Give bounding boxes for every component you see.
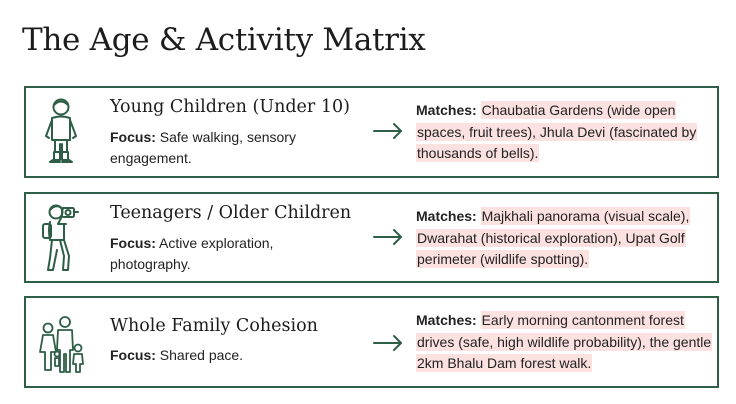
matches-label: Matches:: [416, 312, 477, 328]
focus-value: Active exploration, photography.: [110, 235, 274, 272]
focus-text: [110, 345, 350, 366]
focus-text: [110, 233, 350, 275]
focus-value: Safe walking, sensory engagement.: [110, 129, 296, 166]
focus-label: Focus:: [110, 235, 156, 251]
row-heading: Teenagers / Older Children: [110, 203, 352, 223]
row-heading: Whole Family Cohesion: [110, 316, 318, 336]
focus-text: [110, 127, 350, 169]
matrix-row-whole-family: [24, 296, 719, 388]
matches-label: Matches:: [416, 102, 477, 118]
child-icon: [38, 94, 84, 170]
family-icon: [38, 304, 84, 380]
teen-photographer-icon: [38, 200, 84, 276]
focus-label: Focus:: [110, 347, 156, 363]
matches-value: Early morning cantonment forest drives (safe, high wildlife probability), the gentle 2km Bhalu Dam forest walk.: [417, 312, 712, 371]
row-heading: Young Children (Under 10): [110, 97, 350, 117]
arrow-right-icon: [372, 334, 404, 352]
matches-text: [416, 206, 720, 271]
matches-value: Majkhali panorama (visual scale), Dwarahat (historical exploration), Upat Golf perimeter (wildlife spotting).: [417, 208, 690, 267]
matches-value: Chaubatia Gardens (wide open spaces, fruit trees), Jhula Devi (fascinated by thousands of bells).: [417, 102, 697, 161]
matrix-row-young-children: [24, 86, 719, 178]
matches-label: Matches:: [416, 208, 477, 224]
arrow-right-icon: [372, 122, 404, 140]
arrow-right-icon: [372, 228, 404, 246]
page-title: The Age & Activity Matrix: [22, 22, 426, 58]
matrix-row-teenagers: [24, 192, 719, 283]
focus-value: Shared pace.: [155, 347, 244, 363]
focus-label: Focus:: [110, 129, 156, 145]
matches-text: [416, 100, 720, 165]
matches-text: [416, 310, 720, 375]
